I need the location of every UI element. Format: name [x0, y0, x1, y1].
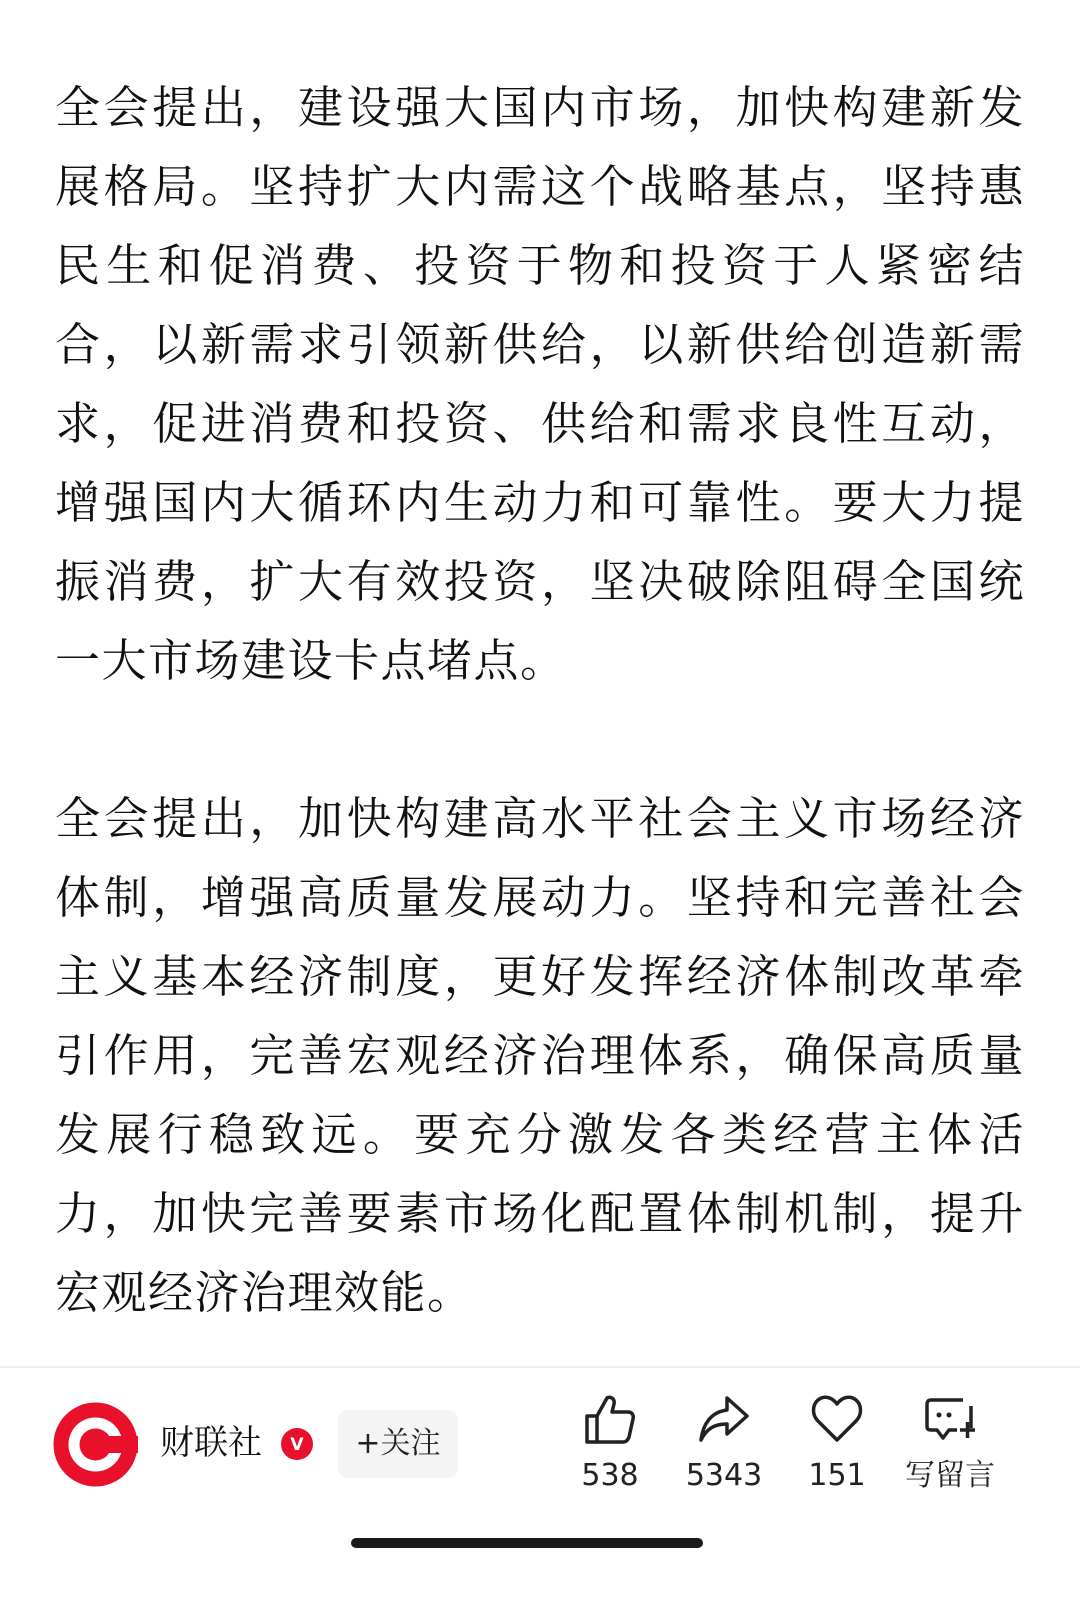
share-arrow-icon — [697, 1392, 751, 1446]
article-body — [55, 68, 1025, 1332]
cls-logo-icon — [53, 1402, 138, 1487]
verified-badge-icon — [281, 1428, 313, 1460]
article-paragraph-2: 全会提出，加快构建高水平社会主义市场经济体制，增强高质量发展动力。坚持和完善社会主义基本经济制度，更好发挥经济体制改革牵引作用，完善宏观经济治理体系，确保高质量发展行稳致远。要充分激发各类经营主体活力，加快完善要素市场化配置体制机制，提升宏观经济治理效能。 — [55, 792, 1025, 1319]
share-button[interactable] — [664, 1392, 784, 1502]
comment-button[interactable] — [890, 1392, 1010, 1502]
favorite-button[interactable] — [777, 1392, 897, 1502]
bottom-action-bar — [0, 1368, 1080, 1607]
comment-label: 写留言 — [905, 1458, 995, 1493]
comment-plus-icon — [923, 1392, 977, 1446]
share-count: 5343 — [685, 1458, 763, 1493]
home-indicator[interactable] — [351, 1538, 703, 1548]
like-count: 538 — [581, 1458, 639, 1493]
like-button[interactable] — [550, 1392, 670, 1502]
favorite-count: 151 — [808, 1458, 866, 1493]
thumbs-up-icon — [583, 1392, 637, 1446]
heart-icon — [810, 1392, 864, 1446]
follow-button[interactable]: +关注 — [338, 1410, 458, 1478]
author-avatar[interactable] — [53, 1402, 138, 1487]
author-name[interactable]: 财联社 — [160, 1423, 262, 1463]
article-paragraph-1: 全会提出，建设强大国内市场，加快构建新发展格局。坚持扩大内需这个战略基点，坚持惠民生和促消费、投资于物和投资于人紧密结合，以新需求引领新供给，以新供给创造新需求，促进消费和投资、供给和需求良性互动，增强国内大循环内生动力和可靠性。要大力提振消费，扩大有效投资，坚决破除阻碍全国统一大市场建设卡点堵点。 — [55, 81, 1025, 687]
verified-mark: V — [290, 1435, 304, 1455]
